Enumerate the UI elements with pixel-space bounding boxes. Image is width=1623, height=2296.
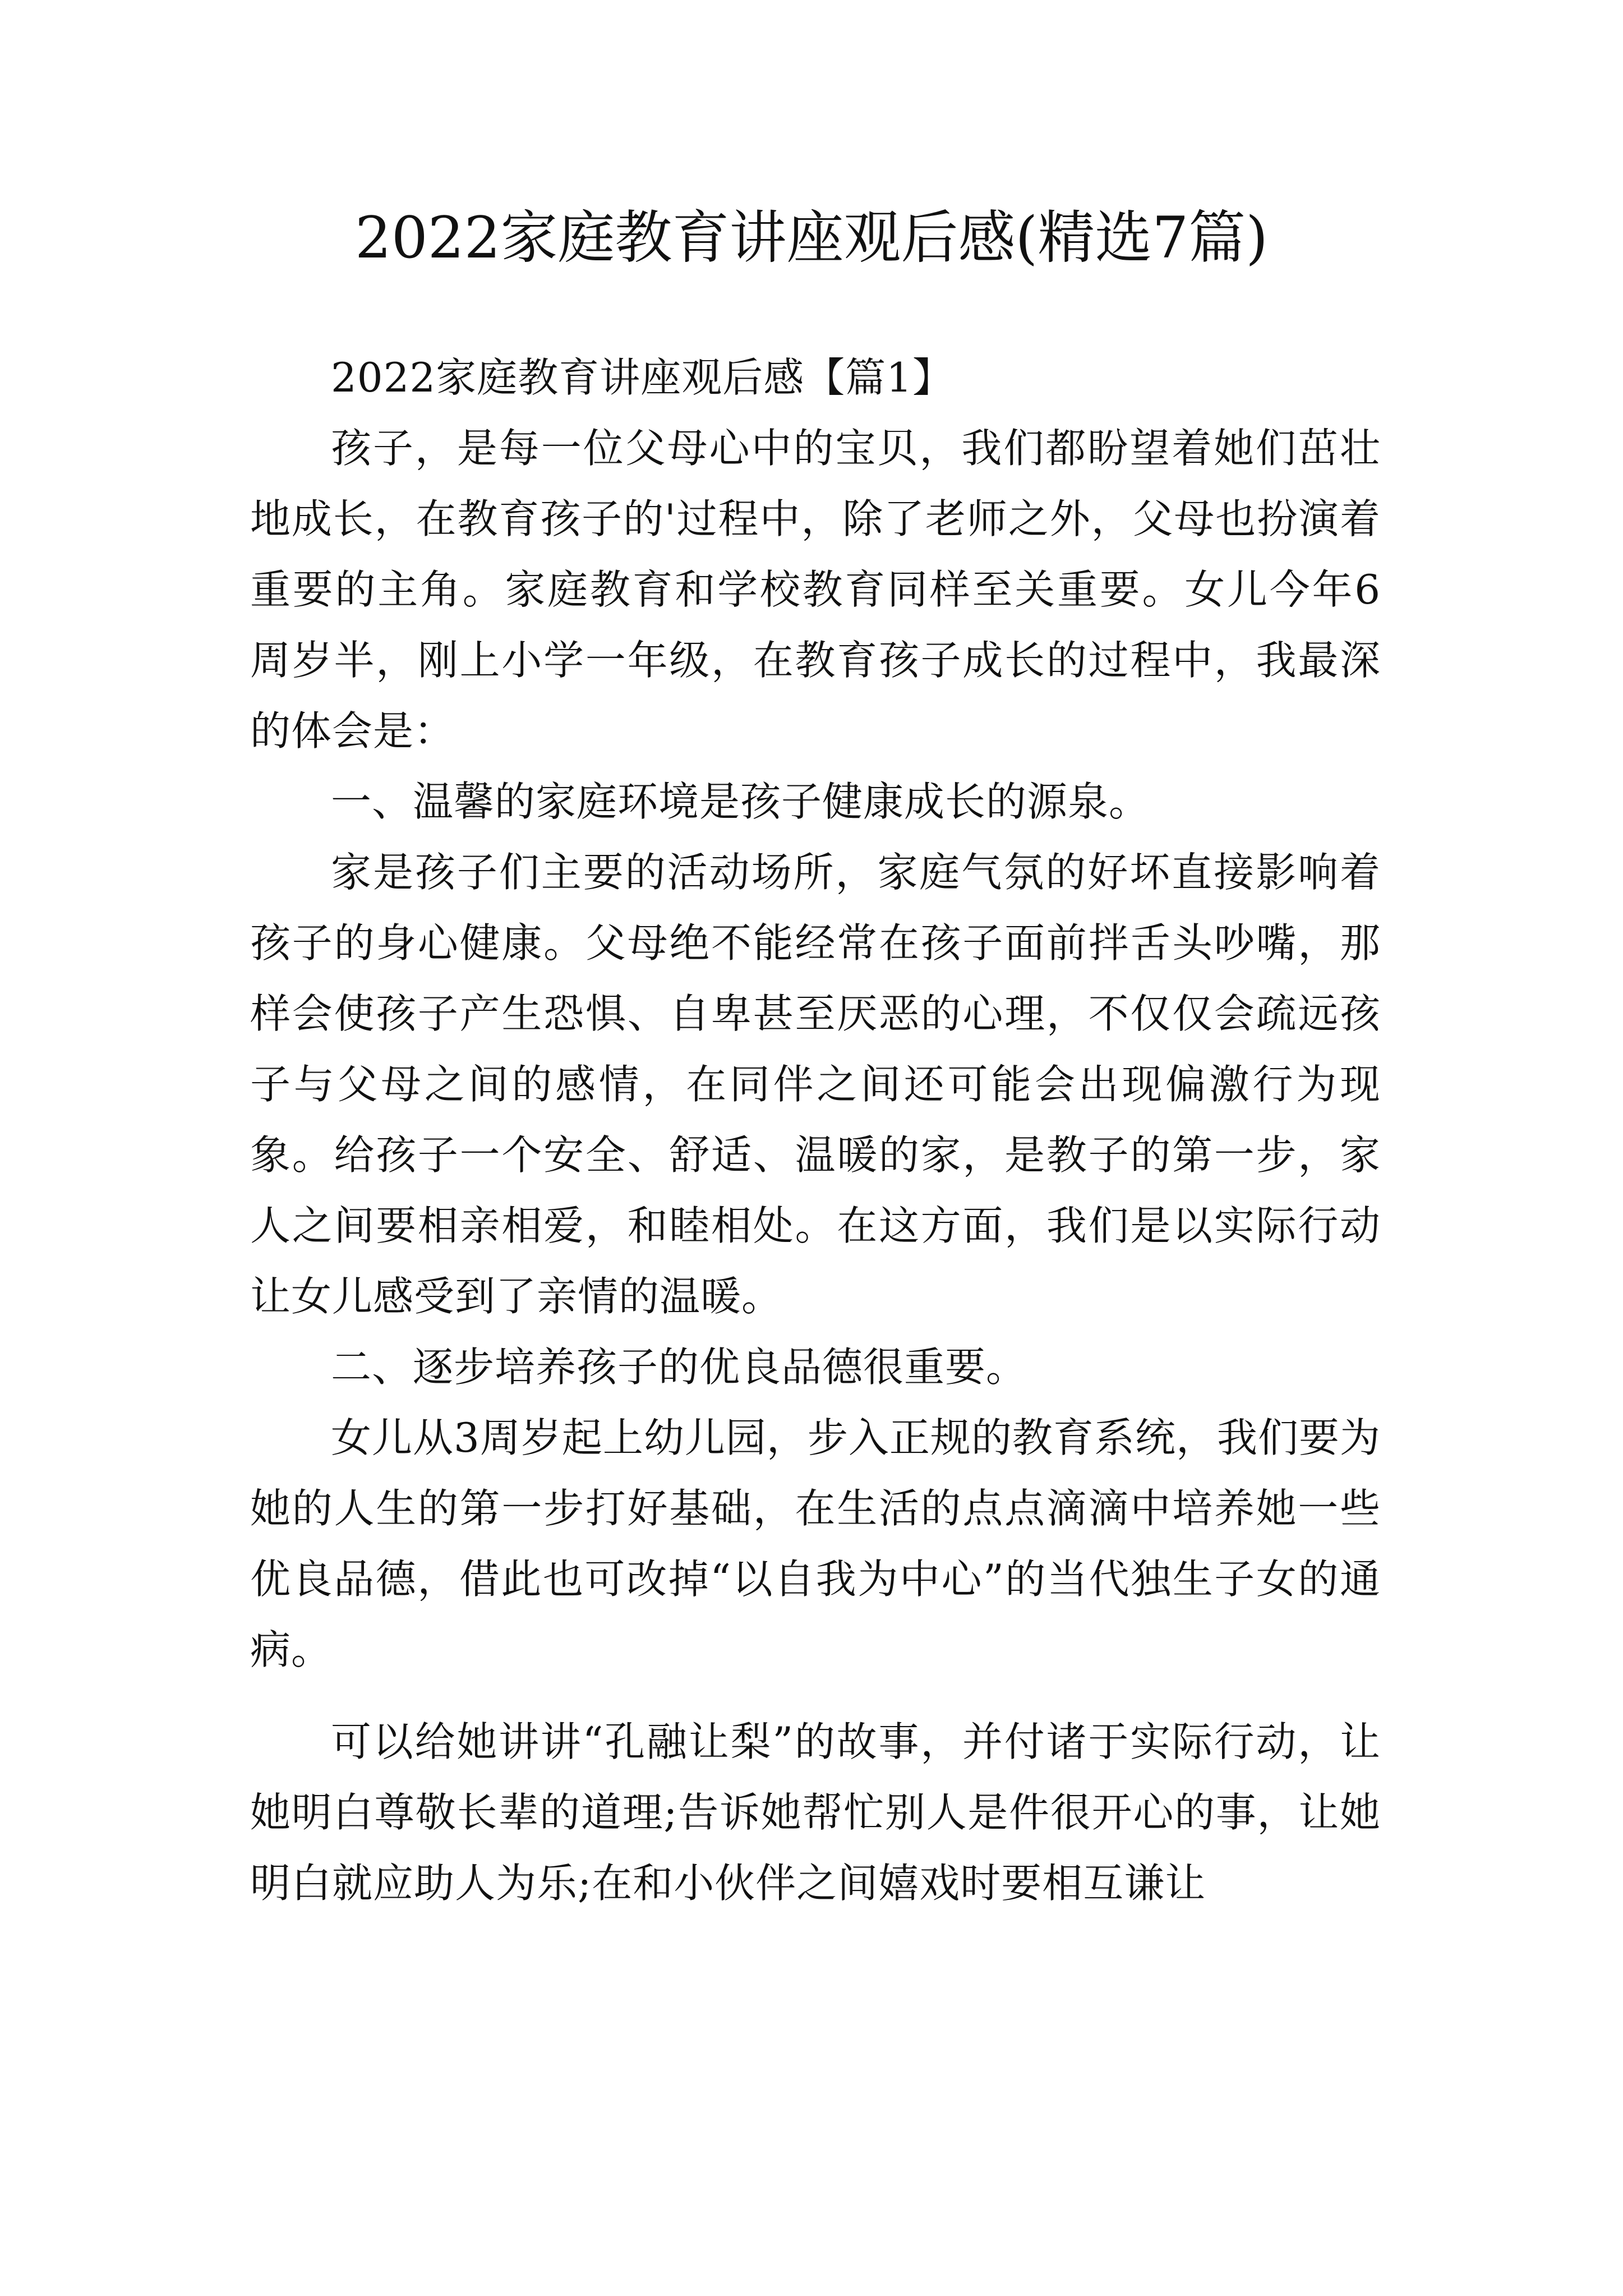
point-heading-1: 一、温馨的家庭环境是孩子健康成长的源泉。 bbox=[331, 778, 1150, 825]
paragraph-family-environment: 家是孩子们主要的活动场所，家庭气氛的好坏直接影响着孩子的身心健康。父母绝不能经常在孩子面前拌舌头吵嘴，那样会使孩子产生恐惧、自卑甚至厌恶的心理，不仅仅会疏远孩子与父母之间的感情，在同伴之间还可能会出现偏激行为现象。给孩子一个安全、舒适、温暖的家，是教子的第一步，家人之间要相亲相爱，和睦相处。在这方面，我们是以实际行动让女儿感受到了亲情的温暖。 bbox=[250, 849, 1381, 1320]
paragraph-moral-education: 女儿从3周岁起上幼儿园，步入正规的教育系统，我们要为她的人生的第一步打好基础，在生活的点点滴滴中培养她一些优良品德，借此也可改掉“以自我为中心”的当代独生子女的通病。 bbox=[250, 1414, 1381, 1673]
document-title: 2022家庭教育讲座观后感(精选7篇) bbox=[354, 205, 1269, 272]
point-heading-2: 二、逐步培养孩子的优良品德很重要。 bbox=[331, 1343, 1027, 1391]
paragraph-intro: 孩子，是每一位父母心中的宝贝，我们都盼望着她们茁壮地成长，在教育孩子的'过程中，除了老师之外，父母也扮演着重要的主角。家庭教育和学校教育同样至关重要。女儿今年6周岁半，刚上小学一年级，在教育孩子成长的过程中，我最深的体会是： bbox=[250, 425, 1381, 754]
paragraph-storytelling: 可以给她讲讲“孔融让梨”的故事，并付诸于实际行动，让她明白尊敬长辈的道理;告诉她帮忙别人是件很开心的事，让她明白就应助人为乐;在和小伙伴之间嬉戏时要相互谦让 bbox=[250, 1718, 1381, 1907]
section-heading-part-1: 2022家庭教育讲座观后感【篇1】 bbox=[331, 354, 954, 401]
document-body bbox=[250, 342, 1381, 1918]
